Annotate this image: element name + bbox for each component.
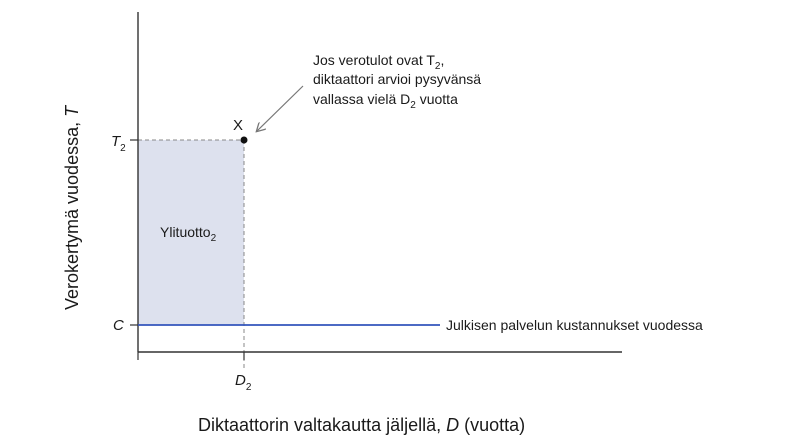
x-axis-title: Diktaattorin valtakautta jäljellä, D (vuotta) — [198, 415, 526, 435]
annotation-line-3: vallassa vielä $D_2$ vuotta — [313, 91, 458, 111]
point-x-marker — [241, 137, 248, 144]
annotation-arrow — [257, 86, 303, 131]
cost-line-label: Julkisen palvelun kustannukset vuodessa — [446, 317, 703, 333]
point-x-label: X — [233, 117, 244, 134]
tick-label-c: C — [113, 317, 124, 334]
tick-label-d2: $D_2$ — [235, 372, 252, 393]
tick-label-t2: $T_2$ — [111, 133, 126, 154]
annotation-line-2: diktaattori arvioi pysyvänsä — [313, 71, 482, 87]
y-axis-title: Verokertymä vuodessa, T — [62, 105, 82, 310]
surplus-area-label: Ylituotto$_2$ — [160, 224, 217, 244]
annotation-line-1: Jos verotulot ovat $T_2$, — [313, 52, 445, 72]
